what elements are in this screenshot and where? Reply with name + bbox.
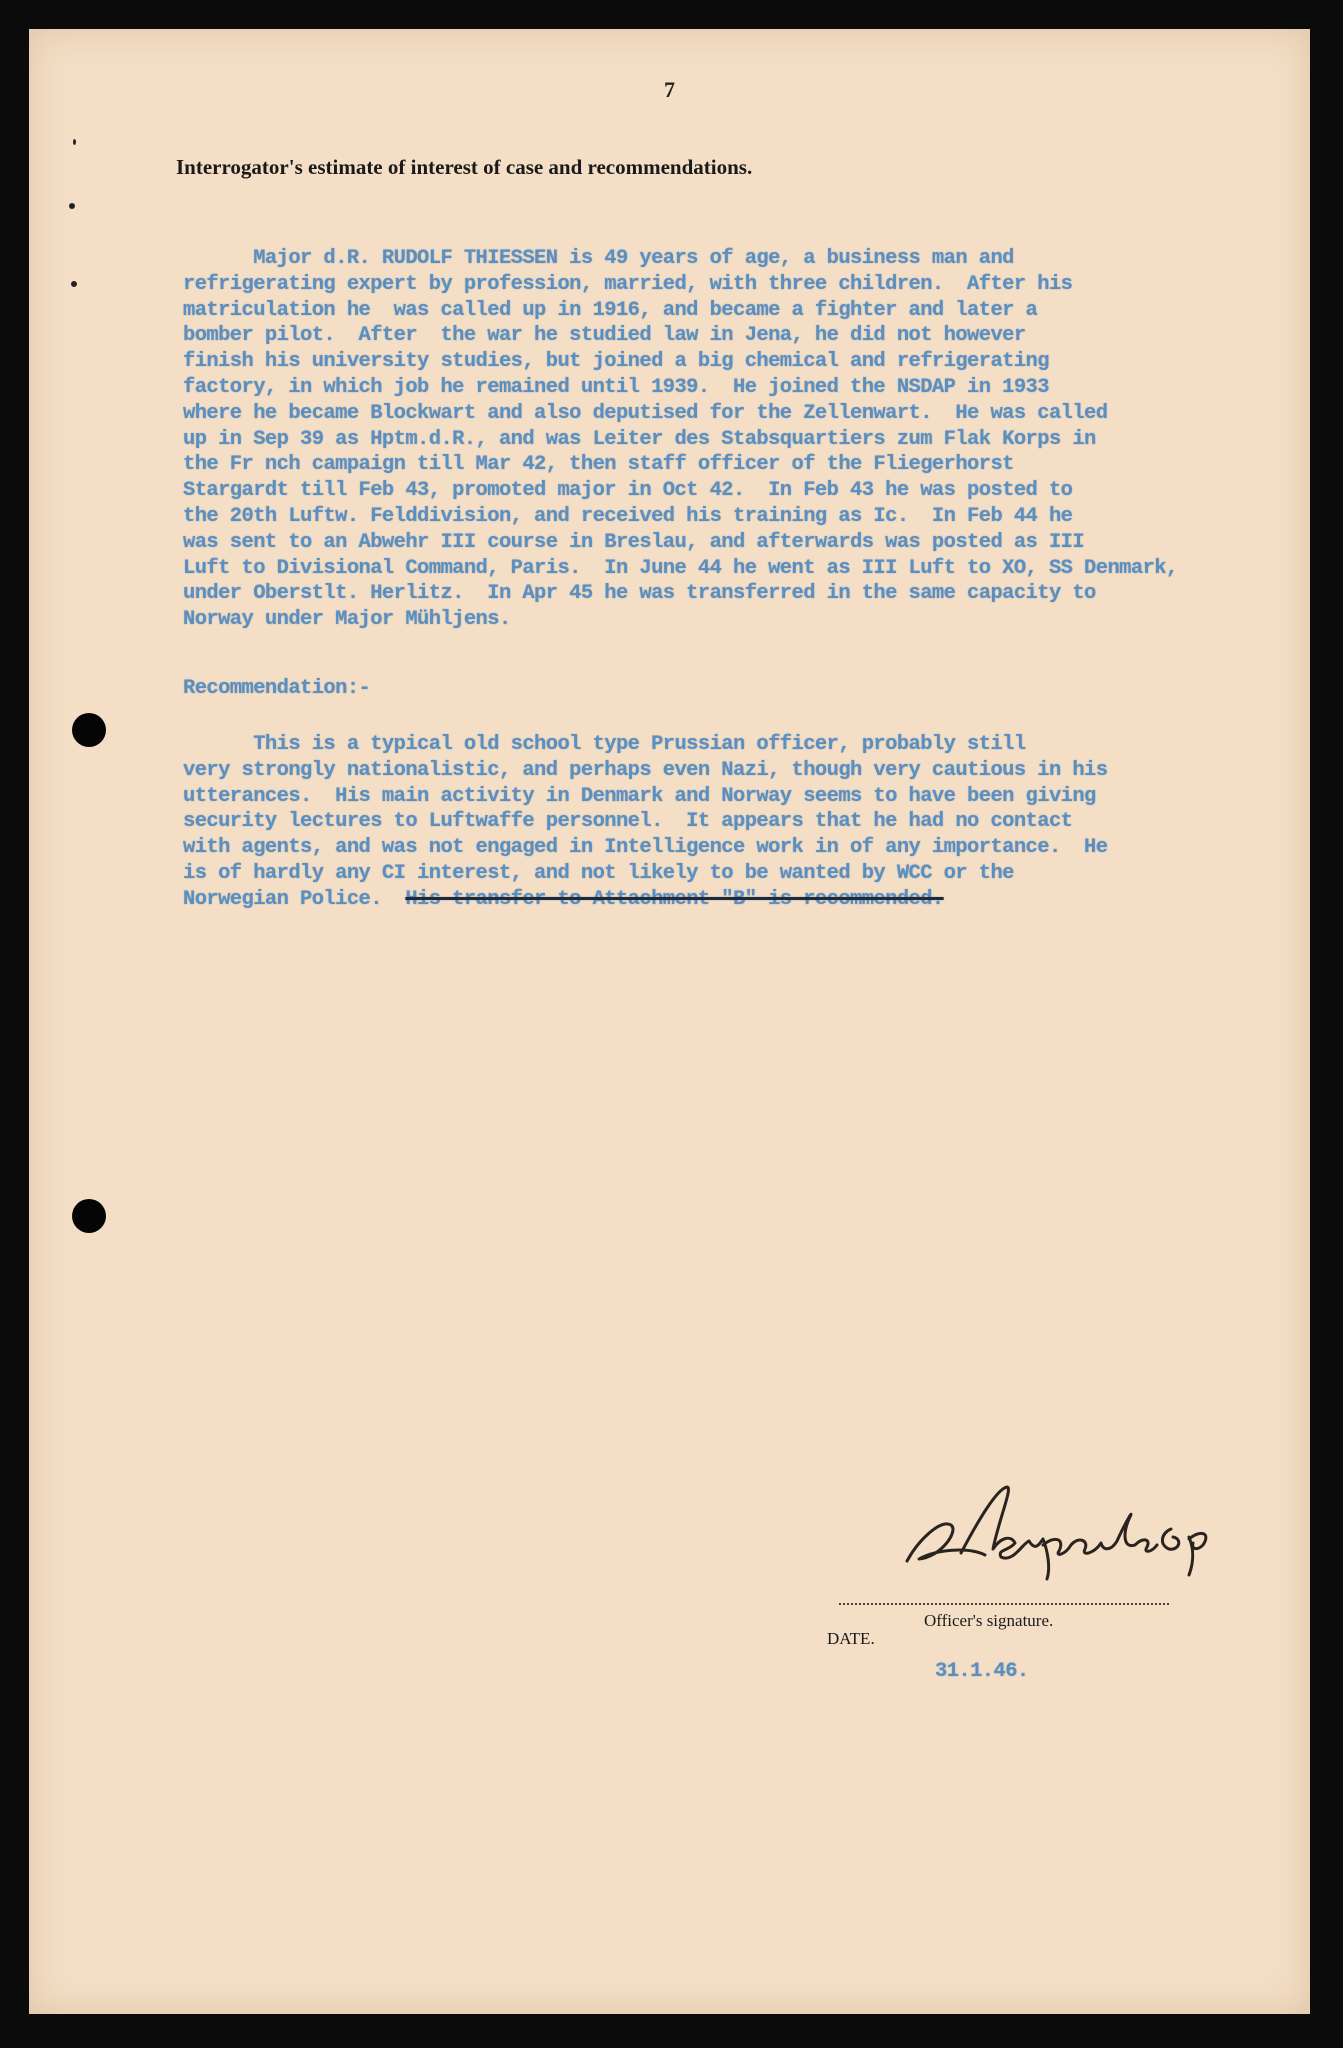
recommendation-line: very strongly nationalistic, and perhaps even Nazi, though very cautious in his [183, 758, 1108, 782]
page-number: 7 [664, 77, 675, 102]
page-heading: Interrogator's estimate of interest of case and recommendations. [176, 155, 753, 179]
signature-label: Officer's signature. [924, 1611, 1054, 1630]
recommendation-line: security lectures to Luftwaffe personnel. It appears that he had no contact [183, 810, 1073, 834]
recommendation-line: utterances. His main activity in Denmark and Norway seems to have been giving [183, 784, 1096, 808]
summary-line: factory, in which job he remained until 1939. He joined the NSDAP in 1933 [183, 375, 1049, 399]
summary-line: bomber pilot. After the war he studied law in Jena, he did not however [183, 324, 1026, 348]
recommendation-line: is of hardly any CI interest, and not likely to be wanted by WCC or the [183, 861, 1014, 885]
summary-line: refrigerating expert by profession, married, with three children. After his [183, 272, 1073, 296]
summary-line: Major d.R. RUDOLF THIESSEN is 49 years of age, a business man and [183, 247, 1014, 270]
paper-speck [69, 203, 75, 209]
signature-line [839, 1603, 1169, 1605]
punch-hole [72, 713, 106, 747]
recommendation-label: Recommendation:- [183, 677, 371, 700]
summary-line: the Fr nch campaign till Mar 42, then staff officer of the Fliegerhorst [183, 453, 1014, 477]
recommendation-text [183, 732, 1313, 913]
recommendation-line-start: Norwegian Police. [183, 887, 406, 911]
date-label: DATE. [827, 1629, 875, 1648]
summary-line: up in Sep 39 as Hptm.d.R., and was Leiter des Stabsquartiers zum Flak Korps in [183, 427, 1096, 451]
paper-speck [73, 139, 76, 145]
date-value: 31.1.46. [935, 1660, 1029, 1683]
summary-line: under Oberstlt. Herlitz. In Apr 45 he was transferred in the same capacity to [183, 582, 1096, 606]
punch-hole [72, 1199, 106, 1233]
document-page [29, 29, 1310, 2014]
struck-out-recommendation: His transfer to Attachment "B" is recommended. [405, 887, 944, 911]
summary-line: Luft to Divisional Command, Paris. In June 44 he went as III Luft to XO, SS Denmark, [183, 556, 1178, 580]
signature-block [829, 1479, 1269, 1649]
summary-line: finish his university studies, but joined a big chemical and refrigerating [183, 350, 1049, 374]
interrogation-summary [183, 246, 1313, 633]
recommendation-line: with agents, and was not engaged in Intelligence work in of any importance. He [183, 836, 1108, 860]
summary-line: was sent to an Abwehr III course in Breslau, and afterwards was posted as III [183, 530, 1085, 554]
recommendation-last-line [183, 887, 1313, 913]
summary-line: Norway under Major Mühljens. [183, 608, 511, 632]
summary-line: matriculation he was called up in 1916, and became a fighter and later a [183, 298, 1038, 322]
summary-line: the 20th Luftw. Felddivision, and received his training as Ic. In Feb 44 he [183, 504, 1073, 528]
summary-line: where he became Blockwart and also deputised for the Zellenwart. He was called [183, 401, 1108, 425]
officer-signature [889, 1479, 1219, 1589]
paper-speck [71, 281, 77, 287]
summary-line: Stargardt till Feb 43, promoted major in Oct 42. In Feb 43 he was posted to [183, 479, 1073, 503]
recommendation-line: This is a typical old school type Prussian officer, probably still [183, 733, 1026, 756]
